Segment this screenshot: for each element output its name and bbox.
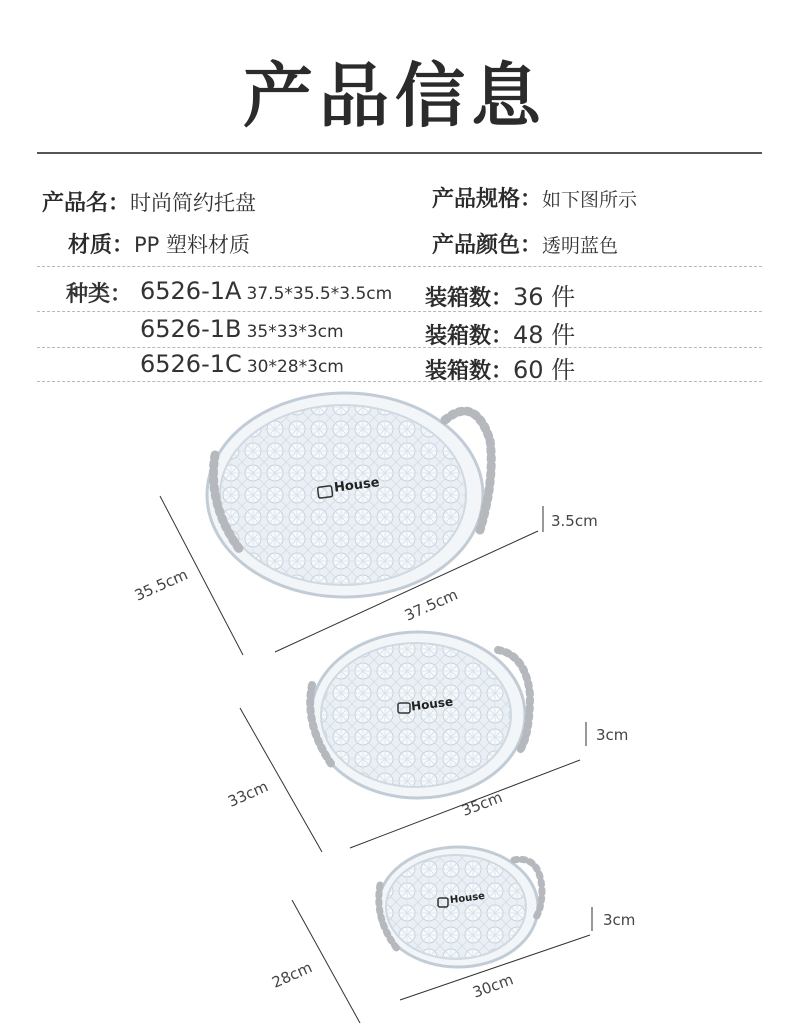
packing-qty: 60 件 (513, 356, 576, 384)
material-value: PP 塑料材质 (134, 233, 251, 257)
tray-depth-label: 3.5cm (551, 512, 598, 530)
variant-size: 30*28*3cm (246, 357, 344, 377)
tray-width-label: 30cm (470, 970, 516, 1002)
tray-length-label: 28cm (269, 958, 315, 992)
variant-code: 6526-1C (140, 350, 242, 378)
packing-label: 装箱数： (425, 324, 514, 349)
color-value: 透明蓝色 (542, 235, 619, 257)
packing-qty: 36 件 (513, 283, 576, 311)
tray-length-label: 35.5cm (131, 565, 191, 605)
tray-large (160, 393, 543, 655)
tray-width-label: 35cm (459, 788, 505, 820)
tray-depth-label: 3cm (596, 726, 629, 744)
tray-width-label: 37.5cm (401, 585, 461, 625)
product-spec-value: 如下图所示 (542, 189, 638, 211)
variant-size: 35*33*3cm (246, 322, 344, 342)
tray-depth-label: 3cm (603, 911, 636, 929)
material-label: 材质： (68, 233, 135, 258)
packing-label: 装箱数： (425, 286, 514, 311)
packing-label: 装箱数： (425, 359, 514, 384)
tray-logo-text: House (333, 475, 381, 496)
color-label: 产品颜色： (432, 233, 543, 258)
tray-length-label: 33cm (225, 777, 271, 811)
variant-label: 种类： (66, 282, 133, 307)
tray-logo-text: House (410, 694, 454, 714)
length-arrow (240, 708, 322, 852)
product-name-label: 产品名： (42, 191, 131, 216)
packing-qty: 48 件 (513, 321, 576, 349)
product-name-value: 时尚简约托盘 (130, 191, 257, 215)
variant-size: 37.5*35.5*3.5cm (246, 284, 393, 304)
tray-logo-text: House (449, 890, 486, 907)
tray-small (292, 847, 592, 1023)
product-spec-label: 产品规格： (432, 187, 543, 212)
page-title: 产品信息 (243, 55, 547, 137)
tray-medium (240, 632, 586, 852)
variant-code: 6526-1B (140, 315, 242, 343)
variant-code: 6526-1A (140, 277, 242, 305)
